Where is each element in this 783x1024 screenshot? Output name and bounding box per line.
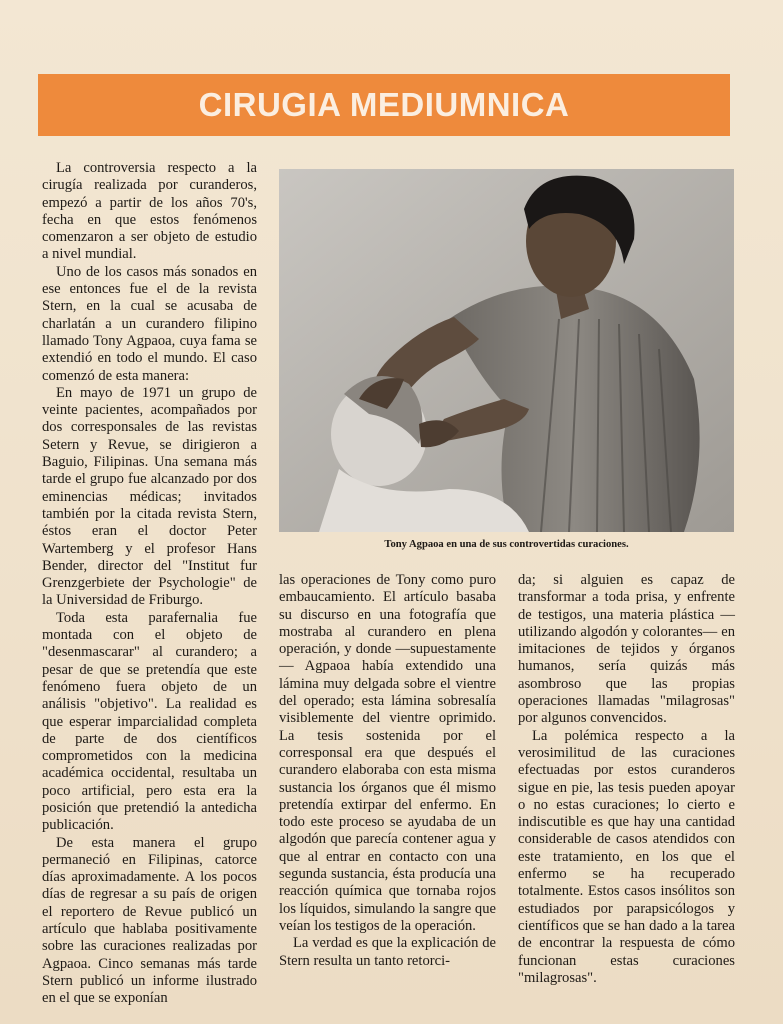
photo-caption: Tony Agpaoa en una de sus controvertidas curaciones. bbox=[384, 539, 629, 550]
article-title: CIRUGIA MEDIUMNICA bbox=[198, 86, 570, 123]
title-band bbox=[38, 74, 730, 136]
paragraph: Toda esta parafernalia fue montada con el objeto de "desenmascarar" al curandero; a pesar de que se pretendía que este fenómeno fuera objeto de un análisis "objetivo". La realidad es que esperar imparcialidad completa de parte de dos científicos comprometidos con la medicina académica occidental, resultaba un poco artificial, pero esta era la posición que pretendió la antedicha publicación. bbox=[42, 609, 257, 834]
paragraph: Uno de los casos más sonados en ese entonces fue el de la revista Stern, en la cual se acusaba de charlatán a un curandero filipino llamado Tony Agpaoa, cuya fama se extendió en todo el mundo. El caso comenzó de esta manera: bbox=[42, 263, 257, 384]
paragraph: La controversia respecto a la cirugía realizada por curanderos, empezó a partir de los años 70's, fecha en que estos fenómenos comenzaron a ser objeto de estudio a nivel mundial. bbox=[42, 160, 257, 263]
paragraph: La polémica respecto a la verosimilitud de las curaciones efectuadas por estos curanderos sigue en pie, las tesis pueden apoyar o no estas curaciones; lo cierto e indiscutible es que hay una cantidad considerable de casos atendidos con este tratamiento, en los que el enfermo se ha recuperado totalmente. Estos casos insólitos son estudiados por parapsicólogos y científicos que se han dado a la tarea de encontrar la respuesta de cómo funcionan estas curaciones "milagrosas". bbox=[518, 727, 735, 986]
paragraph: En mayo de 1971 un grupo de veinte pacientes, acompañados por dos corresponsales de las revistas Setern y Revue, se dirigieron a Baguio, Filipinas. Una semana más tarde el grupo fue alcanzado por dos eminencias médicas; invitados también por la citada revista Stern, éstos eran el doctor Peter Wartemberg y el profesor Hans Bender, director del "Institut fur Grenzgerbiete der Psychologie" de la Universidad de Friburgo. bbox=[42, 384, 257, 609]
column-2 bbox=[279, 572, 496, 970]
column-3 bbox=[518, 572, 735, 987]
photograph-healer-icon bbox=[279, 169, 734, 532]
photo bbox=[279, 169, 734, 532]
column-1 bbox=[42, 160, 257, 1008]
paragraph: De esta manera el grupo permaneció en Filipinas, catorce días aproximadamente. A los pocos días de regresar a su país de origen el reportero de Revue publicó un artículo que hablaba positivamente sobre las curaciones realizadas por Agpaoa. Cinco semanas más tarde Stern publicó un informe ilustrado en el que se exponían bbox=[42, 834, 257, 1007]
paragraph: las operaciones de Tony como puro embaucamiento. El artículo basaba su discurso en una fotografía que mostraba al curandero en plena operación, y donde —supuestamente— Agpaoa había extendido una lámina muy delgada sobre el vientre del operado; esta lámina sobresalía visiblemente del vientre oprimido. La tesis sostenida por el corresponsal era que después el curandero elaboraba con esta misma sustancia los órganos que él mismo pretendía extirpar del enfermo. En todo este proceso se ayudaba de un algodón que parecía contener agua y que al entrar en contacto con una segunda sustancia, ésta producía una reacción química que tornaba rojos los líquidos, simulando la sangre que veían los testigos de la operación. bbox=[279, 572, 496, 934]
paragraph: da; si alguien es capaz de transformar a toda prisa, y enfrente de testigos, una materia plástica —utilizando algodón y colorantes— en imitaciones de tejidos y órganos humanos, sería quizás más asombroso que las propias operaciones llamadas "milagrosas" por algunos convencidos. bbox=[518, 572, 735, 727]
paragraph: La verdad es que la explicación de Stern resulta un tanto retorci- bbox=[279, 935, 496, 969]
